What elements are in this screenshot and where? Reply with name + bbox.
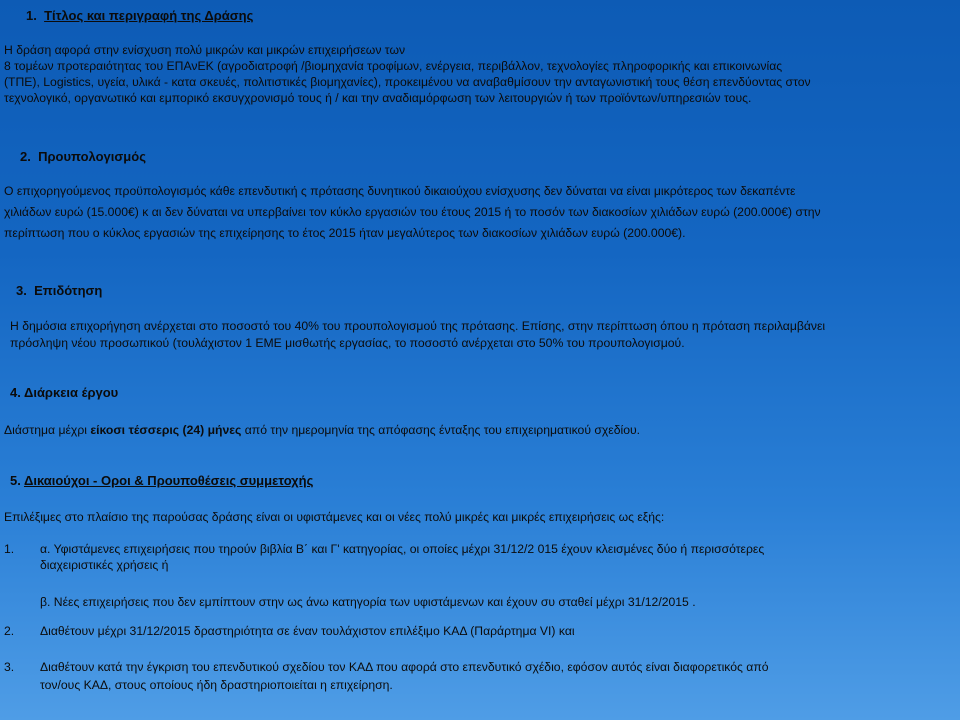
section-4-duration: είκοσι τέσσερις (24) μήνες — [90, 423, 242, 437]
section-4-text-post: από την ημερομηνία της απόφασης ένταξης του επιχειρηματικού σχεδίου. — [241, 423, 641, 437]
section-4-body — [4, 422, 960, 438]
section-5-title: Δικαιούχοι - Οροι & Προυποθέσεις συμμετοχής — [23, 473, 314, 488]
section-2-line: χιλιάδων ευρώ (15.000€) κ αι δεν δύναται να υπερβαίνει τον κύκλο εργασιών του έτους 2015 ή το ποσόν των διακοσίων χιλιάδων ευρώ (200.000€) στην — [4, 205, 821, 219]
section-3-body — [10, 318, 960, 352]
section-5-intro: Επιλέξιμες στο πλαίσιο της παρούσας δράσης είναι οι υφιστάμενες και οι νέες πολύ μικρές και μικρές επιχειρήσεις ως εξής: — [4, 510, 665, 524]
list-item-number: 1. — [4, 542, 15, 556]
list-item-number: 2. — [4, 624, 15, 638]
section-2-line: Ο επιχορηγούμενος προϋπολογισμός κάθε επενδυτική ς πρότασης δυνητικού δικαιούχου ενίσχυσης δεν δύναται να είναι μικρότερος των δεκαπέντε — [4, 184, 796, 198]
section-2-number: 2. — [20, 149, 31, 164]
section-3-number: 3. — [16, 283, 27, 298]
section-3-line: πρόσληψη νέου προσωπικού (τουλάχιστον 1 ΕΜΕ μισθωτής εργασίας, το ποσοστό ανέρχεται στο 50% του προυπολογισμού. — [10, 336, 685, 350]
list-item-text: β. Νέες επιχειρήσεις που δεν εμπίπτουν στην ως άνω κατηγορία των υφιστάμενων και έχουν συ σταθεί μέχρι 31/12/2015 . — [40, 595, 696, 609]
section-4-heading — [10, 385, 118, 400]
section-2-line: περίπτωση που ο κύκλος εργασιών της επιχείρησης το έτος 2015 ήταν μεγαλύτερος των διακοσίων χιλιάδων ευρώ (200.000€). — [4, 226, 686, 240]
section-4-text-pre: Διάστημα μέχρι — [4, 423, 91, 437]
section-2-heading — [20, 149, 146, 164]
list-item-text: τον/ους ΚΑΔ, στους οποίους ήδη δραστηριοποιείται η επιχείρηση. — [40, 678, 393, 692]
section-1-body — [4, 42, 960, 106]
list-item-text: Διαθέτουν κατά την έγκριση του επενδυτικού σχεδίου τον ΚΑΔ που αφορά στο επενδυτικό σχέδιο, εφόσον αυτός είναι διαφορετικός από — [40, 660, 769, 674]
section-3-line: Η δημόσια επιχορήγηση ανέρχεται στο ποσοστό του 40% του προυπολογισμού της πρότασης. Επίσης, στην περίπτωση όπου η πρόταση περιλαμβάνει — [10, 319, 826, 333]
section-1-line: (ΤΠΕ), Logistics, υγεία, υλικά - κατα σκευές, πολιτιστικές βιομηχανίες), προκειμένου να αναβαθμίσουν την ανταγωνιστική τους θέση επενδύοντας στον — [4, 75, 811, 89]
section-3-heading — [16, 283, 102, 298]
section-1-line: τεχνολογικό, οργανωτικό και εμπορικό εκσυγχρονισμό τους ή / και την αναδιαμόρφωση των λειτουργιών ή των προϊόντων/υπηρεσιών τους. — [4, 91, 752, 105]
section-5-number: 5. — [10, 473, 21, 488]
section-5-heading — [10, 473, 313, 488]
section-2-body — [4, 181, 960, 244]
section-4-title: Διάρκεια έργου — [23, 385, 119, 400]
section-1-line: 8 τομέων προτεραιότητας του ΕΠΑνΕΚ (αγροδιατροφή /βιομηχανία τροφίμων, ενέργεια, περιβάλλον, τεχνολογίες πληροφορικής και επικοινωνίας — [4, 59, 783, 73]
section-1-title: Τίτλος και περιγραφή της Δράσης — [44, 8, 254, 23]
section-1-line: Η δράση αφορά στην ενίσχυση πολύ μικρών και μικρών επιχειρήσεων των — [4, 43, 406, 57]
list-item-text: διαχειριστικές χρήσεις ή — [40, 558, 169, 572]
list-item-number: 3. — [4, 660, 15, 674]
section-1-number: 1. — [26, 8, 37, 23]
list-item-text: Διαθέτουν μέχρι 31/12/2015 δραστηριότητα σε έναν τουλάχιστον επιλέξιμο ΚΑΔ (Παράρτημα VI) και — [40, 624, 575, 638]
section-1-heading — [26, 8, 253, 23]
list-item-text: α. Υφιστάμενες επιχειρήσεις που τηρούν βιβλία Β΄ και Γ' κατηγορίας, οι οποίες μέχρι 31/12/2 015 έχουν κλεισμένες δύο ή περισσότερες — [40, 542, 765, 556]
section-4-number: 4. — [10, 385, 21, 400]
section-2-title: Προυπολογισμός — [38, 149, 146, 164]
section-3-title: Επιδότηση — [34, 283, 103, 298]
